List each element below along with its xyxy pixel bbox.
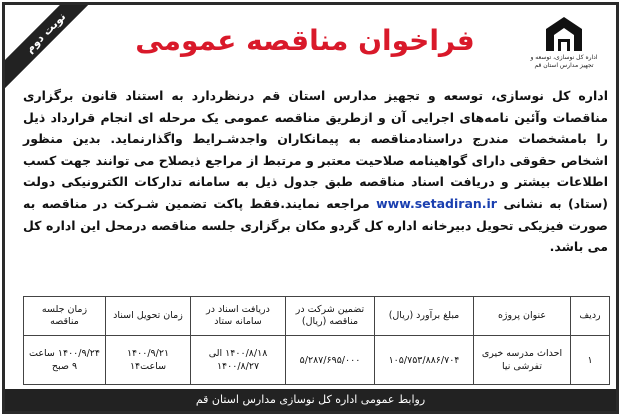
table-row — [24, 336, 610, 385]
website-link[interactable]: www.setadiran.ir — [376, 195, 497, 211]
cell-meeting: ۱۴۰۰/۹/۲۴ ساعت ۹ صبح — [24, 336, 106, 385]
page-title: فراخوان مناقصه عمومی — [135, 24, 475, 57]
header-guarantee: تضمین شرکت در مناقصه (ریال) — [286, 297, 375, 336]
logo-caption: اداره کل نوسازی، توسعه و تجهیز مدارس استان قم — [530, 54, 598, 69]
tender-table — [23, 296, 610, 385]
organization-logo — [524, 15, 604, 75]
notice-paragraph-end: مراجعه نمایند.فقط پاکت تضمین شـرکت در مناقصه به صورت فیزیکی تحویل دبیرخانه اداره کل گردو مکان برگزاری جلسه مناقصه درمحل این اداره کل می باشد. — [23, 195, 608, 255]
cell-guarantee: ۵/۲۸۷/۶۹۵/۰۰۰ — [286, 336, 375, 385]
cell-deliver-docs: ۱۴۰۰/۹/۲۱ ساعت۱۴ — [106, 336, 191, 385]
notice-body — [23, 85, 608, 258]
header-meeting: زمان جلسه مناقصه — [24, 297, 106, 336]
notice-frame — [2, 2, 619, 414]
cell-index: ۱ — [571, 336, 610, 385]
notice-paragraph: اداره کل نوسازی، توسعه و تجهیز مدارس استان قم درنظردارد به استناد قانون برگزاری مناقصات وآئین نامه‌های اجرایی آن و ازطریق مناقصه عمومی یک مرحله ای انجام قرارداد ذیل را بامشخصات مندرج دراسنادمناقصه به پیمانکاران واجدشـرایط واگذارنماید. بدین منظور اشخاص حقوقی دارای گواهینامه صلاحیت معتبر و مرتبط از مراجع ذیصلاح می توانند جهت کسب اطلاعات بیشتر و دریافت اسناد مناقصه طبق جدول ذیل به سامانه تدارکات الکترونیکی دولت (ستاد) به نشانی — [23, 88, 608, 211]
header-deliver-docs: زمان تحویل اسناد — [106, 297, 191, 336]
second-notice-ribbon: نوبت دوم — [2, 2, 106, 93]
header-receive-docs: دریافت اسناد در سامانه ستاد — [191, 297, 286, 336]
header-budget: مبلغ برآورد (ریال) — [375, 297, 474, 336]
cell-project: احداث مدرسه خیری تفرشی نیا — [474, 336, 571, 385]
cell-receive-docs: ۱۴۰۰/۸/۱۸ الی ۱۴۰۰/۸/۲۷ — [191, 336, 286, 385]
footer-credit: روابط عمومی اداره کل نوسازی مدارس استان قم — [5, 389, 616, 411]
header-index: ردیف — [571, 297, 610, 336]
cell-budget: ۱۰۵/۷۵۳/۸۸۶/۷۰۴ — [375, 336, 474, 385]
school-logo-icon — [544, 15, 584, 53]
tender-table-wrap — [23, 296, 610, 385]
header-project: عنوان پروژه — [474, 297, 571, 336]
table-header-row — [24, 297, 610, 336]
